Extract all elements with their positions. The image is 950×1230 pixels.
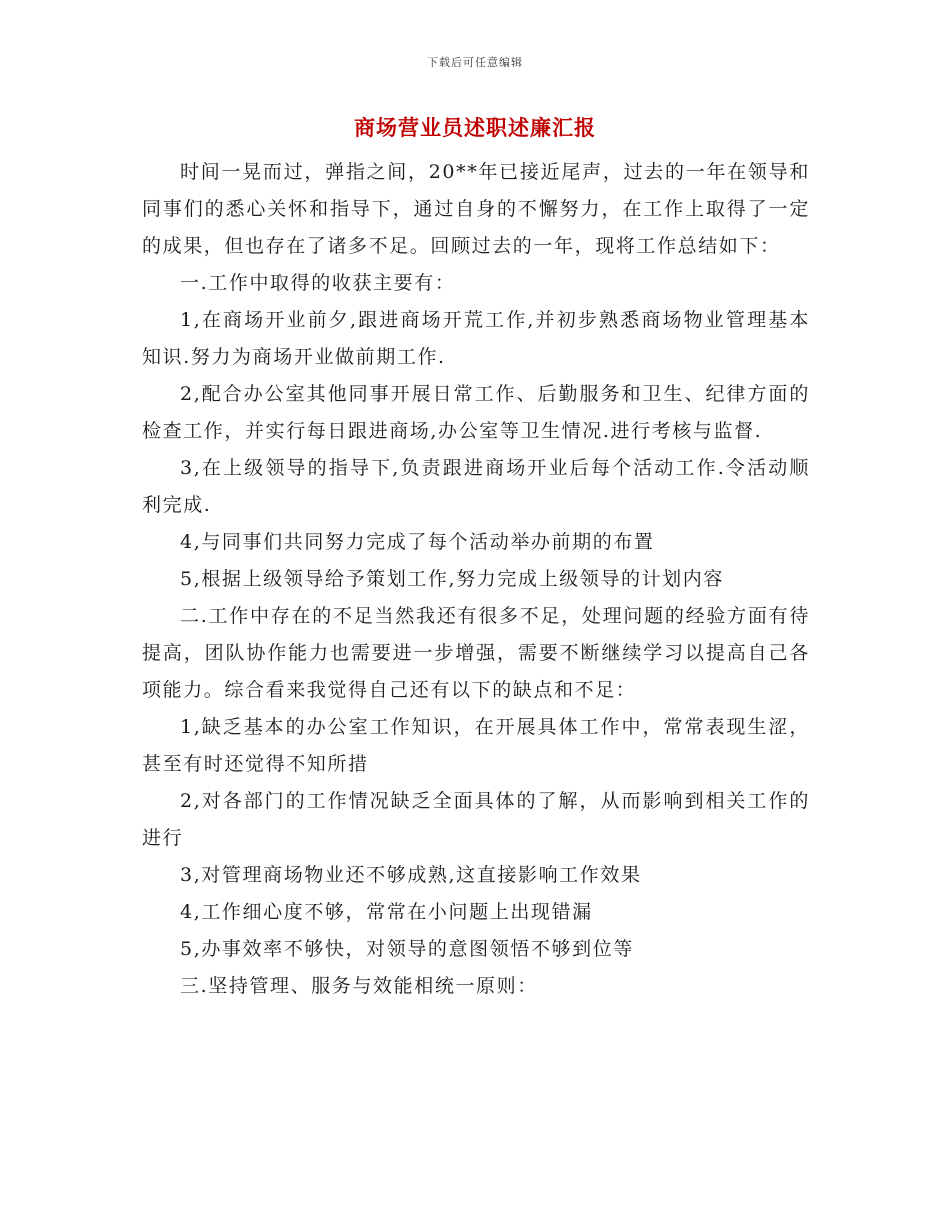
shortcoming-item-1: 1,缺乏基本的办公室工作知识，在开展具体工作中，常常表现生涩，甚至有时还觉得不知所措 <box>142 716 810 775</box>
shortcoming-item-4: 4,工作细心度不够，常常在小问题上出现错漏 <box>180 901 593 923</box>
section-heading-achievements: 一.工作中取得的收获主要有： <box>180 272 456 294</box>
achievement-item-4: 4,与同事们共同努力完成了每个活动举办前期的布置 <box>180 531 655 553</box>
achievement-item-5: 5,根据上级领导给予策划工作,努力完成上级领导的计划内容 <box>180 568 724 590</box>
achievement-item-2: 2,配合办公室其他同事开展日常工作、后勤服务和卫生、纪律方面的检查工作，并实行每日跟进商场,办公室等卫生情况.进行考核与监督. <box>142 383 810 442</box>
shortcoming-item-2: 2,对各部门的工作情况缺乏全面具体的了解，从而影响到相关工作的进行 <box>142 790 810 849</box>
section-heading-shortcomings: 二.工作中存在的不足当然我还有很多不足，处理问题的经验方面有待提高，团队协作能力也需要进一步增强，需要不断继续学习以提高自己各项能力。综合看来我觉得自己还有以下的缺点和不足： <box>142 605 810 701</box>
shortcoming-item-3: 3,对管理商场物业还不够成熟,这直接影响工作效果 <box>180 864 642 886</box>
document-body <box>142 154 810 1005</box>
paragraph-intro: 时间一晃而过，弹指之间，20**年已接近尾声，过去的一年在领导和同事们的悉心关怀和指导下，通过自身的不懈努力，在工作上取得了一定的成果，但也存在了诸多不足。回顾过去的一年，现将工作总结如下： <box>142 161 810 257</box>
shortcoming-item-5: 5,办事效率不够快，对领导的意图领悟不够到位等 <box>180 938 634 960</box>
page-header: 下载后可任意编辑 <box>427 56 523 69</box>
document-title: 商场营业员述职述廉汇报 <box>354 115 596 140</box>
section-heading-principles: 三.坚持管理、服务与效能相统一原则： <box>180 975 538 997</box>
achievement-item-3: 3,在上级领导的指导下,负责跟进商场开业后每个活动工作.令活动顺利完成. <box>142 457 810 516</box>
achievement-item-1: 1,在商场开业前夕,跟进商场开荒工作,并初步熟悉商场物业管理基本知识.努力为商场开业做前期工作. <box>142 309 810 368</box>
